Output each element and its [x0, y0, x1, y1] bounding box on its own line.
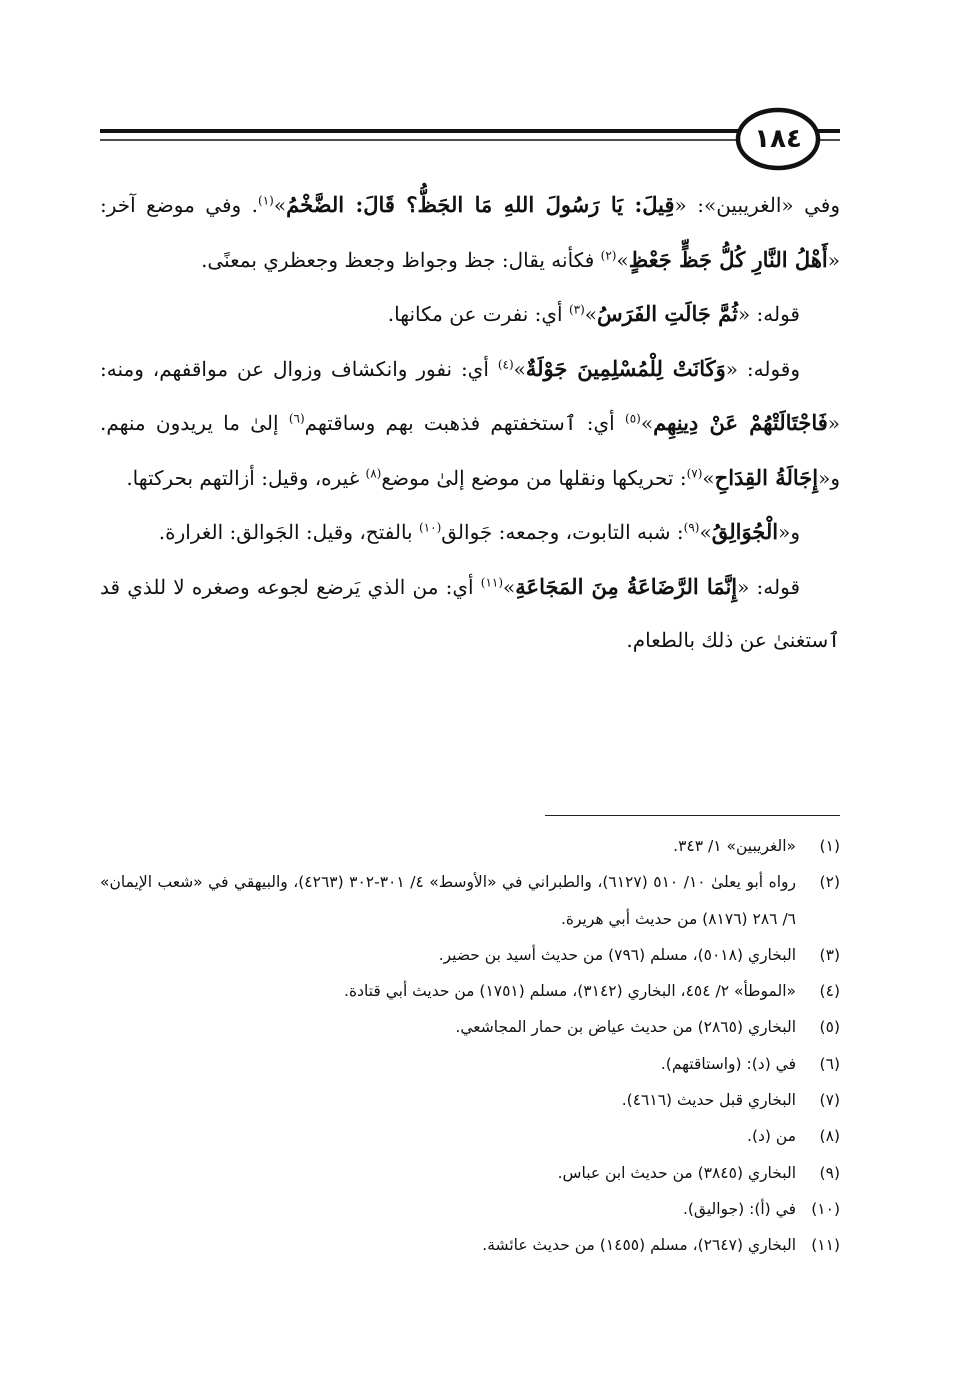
footnote-ref: (٩) [683, 520, 700, 535]
text-run: » [702, 465, 715, 490]
footnote-6 [100, 1046, 840, 1082]
footnote-ref: (٤) [497, 356, 514, 371]
main-text [100, 178, 840, 668]
text-run: قوله: « [737, 574, 800, 599]
footnote-ref: (٣) [568, 302, 585, 317]
footnote-4 [100, 973, 840, 1009]
text-run: : تحريكها ونقلها من موضع إلىٰ موضع [381, 465, 687, 490]
text-run: » [503, 574, 516, 599]
text-run: وقوله: « [725, 356, 800, 381]
paragraph-5 [100, 560, 840, 668]
footnote-9 [100, 1155, 840, 1191]
footnote-number: (٤) [819, 982, 840, 1001]
footnote-text: «الموطأ» ٢/ ٤٥٤، البخاري (٣١٤٢)، مسلم (١٧٥١) من حديث أبي قتادة. [344, 982, 796, 1001]
text-run: بالفتح، وقيل: الجَوالق: الغرارة. [158, 520, 419, 544]
paragraph-3 [100, 342, 840, 506]
hadith-quote: الْجُوَالِقُ [711, 519, 779, 544]
page-header [0, 0, 954, 190]
footnote-ref: (١١) [480, 574, 504, 589]
text-run: » [584, 302, 598, 326]
footnote-divider [545, 815, 840, 816]
footnote-number: (٨) [819, 1127, 840, 1146]
footnote-text: البخاري (٢٨٦٥) من حديث عياض بن حمار المجاشعي. [455, 1018, 796, 1037]
text-run: » [273, 193, 287, 217]
footnote-11 [100, 1227, 840, 1263]
paragraph-4 [100, 505, 840, 560]
footnote-number: (٩) [819, 1163, 840, 1182]
footnote-text: في (أ): (جواليق). [682, 1199, 796, 1218]
footnote-ref: (٦) [288, 411, 305, 426]
footnote-number: (٢) [819, 873, 840, 892]
footnote-1 [100, 828, 840, 864]
footnote-3 [100, 937, 840, 973]
hadith-quote: وَكَانَتْ لِلْمُسْلِمِينَ جَوْلَةٌ [525, 355, 726, 381]
text-run: قوله: « [737, 302, 800, 326]
footnote-7 [100, 1082, 840, 1118]
footnote-number: (٥) [819, 1018, 840, 1037]
text-run: غيره، وقيل: أزالتهم بحركتها. [126, 465, 366, 490]
text-run: : شبه التابوت، وجمعه: جَوالق [441, 520, 684, 544]
footnote-number: (١٠) [811, 1199, 840, 1218]
footnote-ref: (١) [258, 193, 274, 208]
text-run: فكأنه يقال: جظ وجواظ وجعظ وجعظري بمعنًى. [201, 247, 601, 272]
text-run: » [699, 520, 712, 544]
text-run: » [616, 247, 629, 272]
text-run: إلىٰ ما يريدون منهم. و« [100, 411, 840, 490]
text-run: » [513, 356, 526, 381]
footnote-text: البخاري (٣٨٤٥) من حديث ابن عباس. [557, 1163, 796, 1182]
footnote-text: رواه أبو يعلىٰ ١٠/ ٥١٠ (٦١٢٧)، والطبراني في «الأوسط» ٤/ ٣٠١-٣٠٢ (٤٢٦٣)، والبيهقي في «شعب الإيمان» ٦/ ٢٨٦ (٨١٧٦) من حديث أبي هريرة. [100, 873, 796, 928]
footnote-number: (٧) [819, 1091, 840, 1110]
hadith-quote: قِيلَ: يَا رَسُولَ اللهِ مَا الجَظُّ؟ قَالَ: الضَّخْمُ [286, 192, 675, 217]
text-run: أي: من الذي يَرضع لجوعه وصغره لا للذي قد ٱستغنىٰ عن ذلك بالطعام. [100, 574, 840, 652]
footnote-text: البخاري (٥٠١٨)، مسلم (٧٩٦) من حديث أسيد بن حضير. [438, 945, 796, 964]
text-run: » [640, 411, 654, 435]
footnote-number: (٣) [819, 945, 840, 964]
footnote-text: البخاري (٢٦٤٧)، مسلم (١٤٥٥) من حديث عائشة. [482, 1236, 796, 1255]
footnote-5 [100, 1009, 840, 1045]
footnote-text: «الغريبين» ١/ ٣٤٣. [673, 837, 796, 855]
hadith-quote: ثُمَّ جَالَتِ الفَرَسُ [597, 301, 738, 326]
footnote-number: (١١) [811, 1236, 840, 1255]
text-run: أي: ٱستخفتهم فذهبت بهم وساقتهم [304, 411, 625, 435]
text-run: و« [778, 520, 800, 544]
paragraph-2 [100, 287, 840, 342]
paragraph-1 [100, 178, 840, 287]
text-run: أي: نفرت عن مكانها. [387, 302, 569, 326]
hadith-quote: إِنَّمَا الرَّضَاعَةُ مِنَ المَجَاعَةِ [515, 573, 738, 599]
footnote-2 [100, 864, 840, 937]
footnote-text: في (د): (واستاقتهم). [660, 1054, 796, 1073]
hadith-quote: إِجَالَةُ القِدَاحِ [714, 464, 819, 490]
text-run: وفي «الغريبين»: « [674, 193, 840, 217]
footnote-text: البخاري قبل حديث (٤٦١٦). [621, 1091, 796, 1110]
hadith-quote: أَهْلُ النَّارِ كُلُّ جَظٍّ جَعْظٍ [628, 246, 828, 272]
footnote-10 [100, 1191, 840, 1227]
footnote-text: من (د). [747, 1127, 796, 1146]
footnote-8 [100, 1118, 840, 1154]
footnote-number: (٦) [819, 1054, 840, 1073]
footnote-ref: (٢) [600, 247, 617, 262]
footnote-ref: (٨) [365, 465, 382, 480]
text-run: . وفي موضع آخر: « [100, 193, 840, 272]
footnotes [100, 828, 840, 1264]
footnote-number: (١) [819, 837, 840, 855]
page-number: ١٨٤ [754, 124, 802, 154]
footnote-ref: (١٠) [418, 520, 442, 535]
hadith-quote: فَاجْتَالَتْهُمْ عَنْ دِينِهِم [653, 410, 828, 435]
text-run: أي: نفور وانكشاف وزوال عن مواقفهم، ومنه: « [100, 356, 841, 435]
footnote-ref: (٧) [686, 465, 703, 480]
footnote-ref: (٥) [625, 411, 641, 426]
